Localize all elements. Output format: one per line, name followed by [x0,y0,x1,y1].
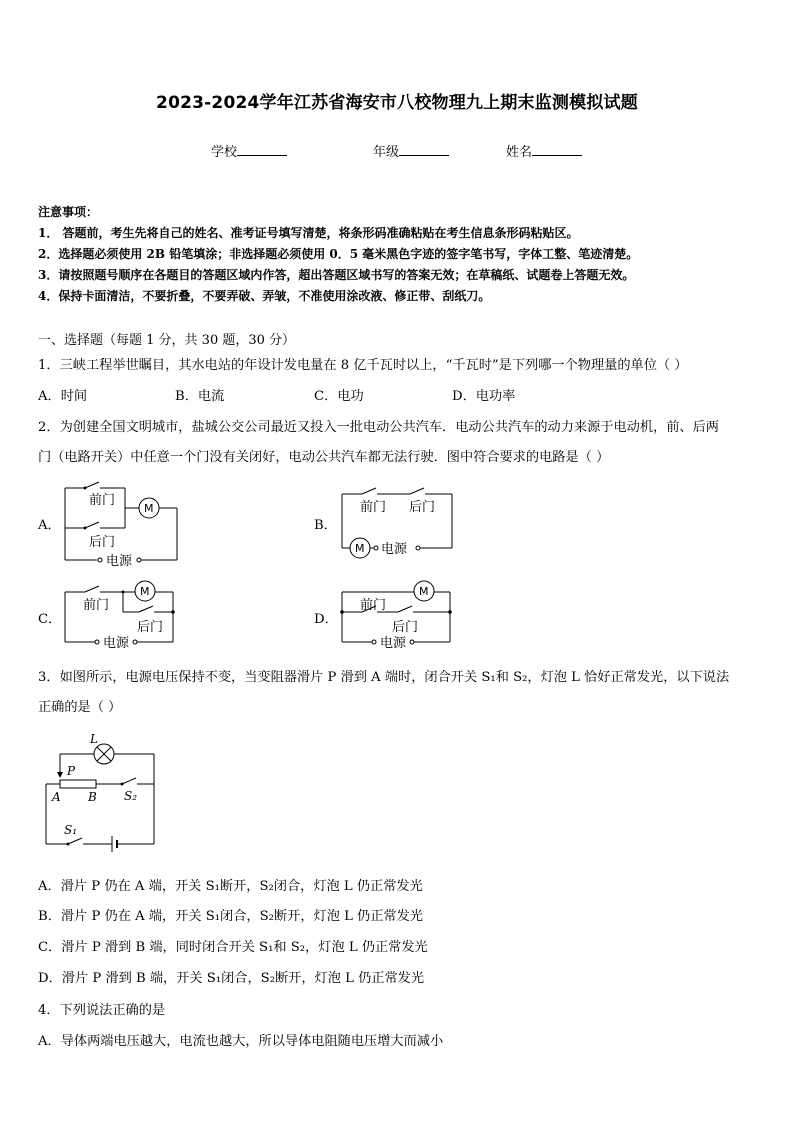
notice-item: 1． 答题前，考生先将自己的姓名、准考证号填写清楚，将条形码准确粘贴在考生信息条形码粘贴区。 [38,226,579,240]
circuit-diagram-b [332,480,467,574]
name-blank[interactable] [532,143,582,156]
notice-heading: 注意事项： [38,205,99,219]
circuit-diagram-q3 [38,730,168,860]
motor-symbol: M [144,502,154,515]
q3-option-a[interactable]: A．滑片 P 仍在 A 端，开关 S₁断开，S₂闭合，灯泡 L 仍正常发光 [38,879,423,894]
q3-option-b[interactable]: B．滑片 P 仍在 A 端，开关 S₁闭合，S₂断开，灯泡 L 仍正常发光 [38,909,423,924]
label-back-door: 后门 [137,620,164,635]
label-lamp-l: L [90,732,98,746]
school-field[interactable] [211,141,287,160]
name-label: 姓名 [506,145,533,160]
label-front-door: 前门 [89,493,116,508]
q4-option-a[interactable]: A．导体两端电压越大，电流也越大，所以导体电阻随电压增大而减小 [38,1034,444,1049]
q2-option-a[interactable]: A． [38,518,61,533]
q2-option-c[interactable]: C． [38,612,62,627]
label-back-door: 后门 [409,500,436,515]
q1-option-b[interactable]: B．电流 [175,389,225,404]
label-end-a: A [52,790,61,804]
label-power: 电源 [103,636,130,651]
q1-option-d[interactable]: D．电功率 [452,389,516,404]
school-blank[interactable] [237,143,287,156]
label-slider-p: P [67,764,76,778]
motor-symbol: M [140,585,150,598]
circuit-diagram-d [332,578,462,656]
notice-item: 3．请按照题号顺序在各题目的答题区域内作答，超出答题区域书写的答案无效；在草稿纸、试题卷上答题无效。 [38,268,635,282]
q3-option-c[interactable]: C．滑片 P 滑到 B 端，同时闭合开关 S₁和 S₂，灯泡 L 仍正常发光 [38,940,428,955]
label-back-door: 后门 [89,535,116,550]
question-3-stem-line2: 正确的是（ ） [38,700,122,715]
question-3-stem-line1: 3．如图所示，电源电压保持不变，当变阻器滑片 P 滑到 A 端时，闭合开关 S₁和 S₂，灯泡 L 恰好正常发光，以下说法 [38,670,730,685]
label-power: 电源 [380,636,407,651]
label-power: 电源 [106,554,133,569]
motor-symbol: M [355,542,365,555]
section-heading: 一、选择题（每题 1 分，共 30 题，30 分） [38,333,296,348]
question-4-stem: 4．下列说法正确的是 [38,1003,166,1018]
q2-option-d[interactable]: D． [314,612,338,627]
school-label: 学校 [211,145,238,160]
q2-option-b[interactable]: B． [314,518,337,533]
question-2-stem-line1: 2．为创建全国文明城市，盐城公交公司最近又投入一批电动公共汽车．电动公共汽车的动力来源于电动机，前、后两 [38,420,719,435]
label-end-b: B [88,790,97,804]
question-1-stem: 1．三峡工程举世瞩目，其水电站的年设计发电量在 8 亿千瓦时以上，“千瓦时”是下列哪一个物理量的单位（ ） [38,358,688,373]
name-field[interactable] [506,141,582,160]
label-switch-s1: S₁ [64,823,78,837]
motor-symbol: M [419,585,429,598]
grade-field[interactable] [373,141,449,160]
notice-item: 4．保持卡面清洁，不要折叠，不要弄破、弄皱，不准使用涂改液、修正带、刮纸刀。 [38,289,491,303]
q3-option-d[interactable]: D．滑片 P 滑到 B 端，开关 S₁闭合，S₂断开，灯泡 L 仍正常发光 [38,971,425,986]
label-back-door: 后门 [392,620,419,635]
label-front-door: 前门 [360,500,387,515]
grade-blank[interactable] [399,143,449,156]
label-front-door: 前门 [360,598,387,613]
circuit-diagram-a [55,478,185,574]
q1-option-c[interactable]: C．电功 [314,389,364,404]
label-switch-s2: S₂ [124,789,138,803]
circuit-diagram-c [55,578,185,656]
label-front-door: 前门 [83,598,110,613]
question-2-stem-line2: 门（电路开关）中任意一个门没有关闭好，电动公共汽车都无法行驶．图中符合要求的电路是（ ） [38,450,610,465]
label-power: 电源 [381,542,408,557]
q1-option-a[interactable]: A．时间 [38,389,88,404]
notice-item: 2．选择题必须使用 2B 铅笔填涂；非选择题必须使用 0．5 毫米黑色字迹的签字笔书写，字体工整、笔迹清楚。 [38,247,639,261]
page-title: 2023-2024学年江苏省海安市八校物理九上期末监测模拟试题 [156,93,638,113]
grade-label: 年级 [373,145,400,160]
